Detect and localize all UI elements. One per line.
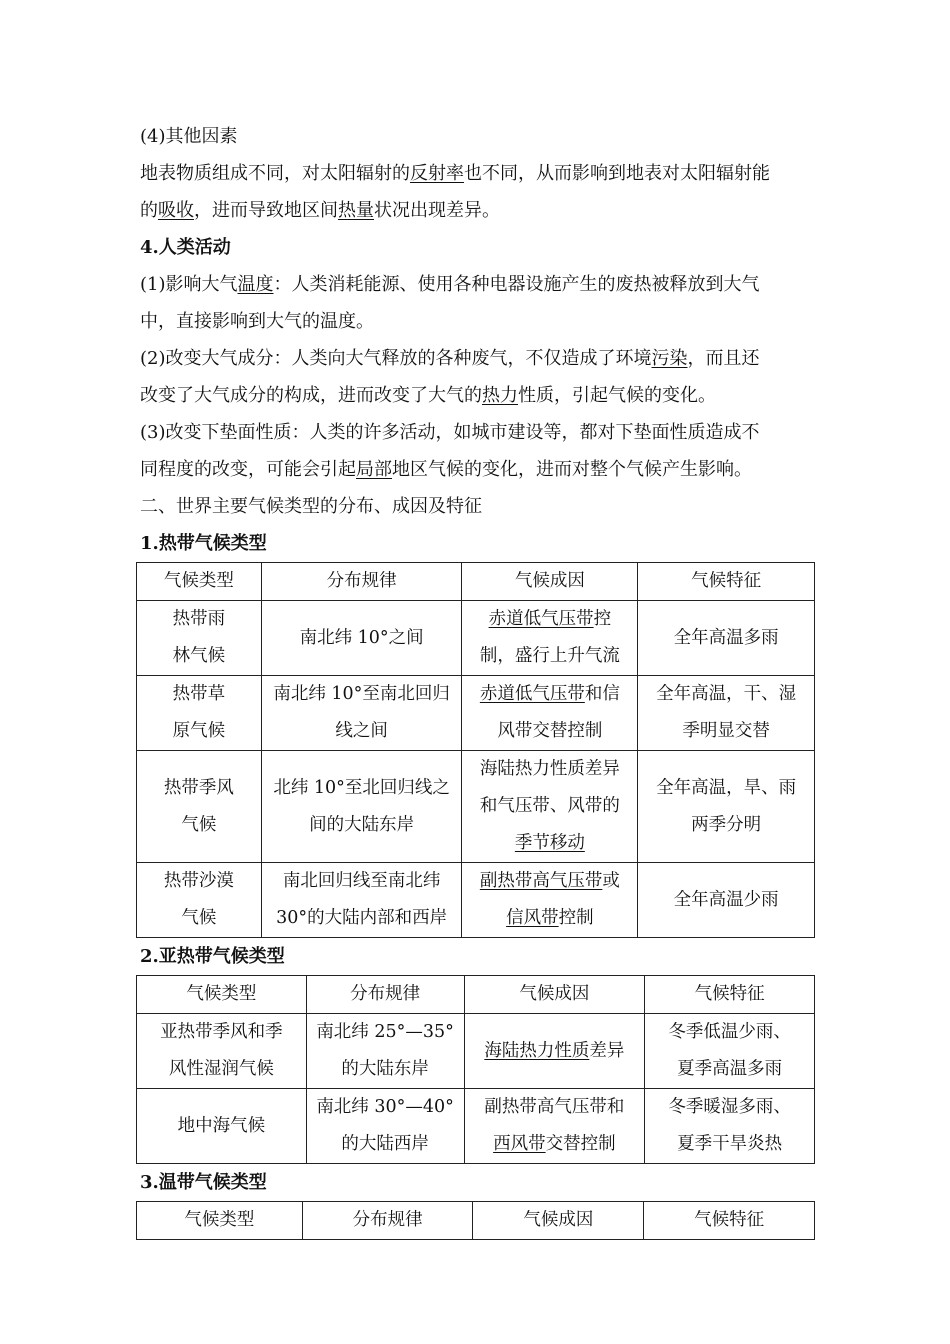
underlined-term: 温度 [237,274,274,295]
heading-subtropical [140,938,812,975]
cell-cause: 赤道低气压带和信 风带交替控制 [462,676,638,751]
text: 地区气候的变化，进而对整个气候产生影响。 [392,459,752,480]
cell-type: 热带雨 林气候 [137,601,262,676]
header-cell: 气候类型 [137,976,307,1014]
cell-feature: 全年高温，旱、雨 两季分明 [638,751,815,863]
text: (3)改变下垫面性质：人类的许多活动，如城市建设等，都对下垫面性质造成不 [140,422,760,443]
heading-temperate [140,1164,812,1201]
cell-dist: 南北纬 10°至南北回归 线之间 [261,676,462,751]
table-row [137,1089,815,1164]
cell-type: 热带草 原气候 [137,676,262,751]
paragraph-temperature [140,266,812,340]
cell-feature: 全年高温，干、湿 季明显交替 [638,676,815,751]
underlined-term: 局部 [356,459,392,480]
header-cell: 气候特征 [638,563,815,601]
table-row [137,751,815,863]
header-cell: 气候成因 [473,1202,644,1240]
header-cell: 气候类型 [137,1202,303,1240]
text: ，而且还 [687,348,760,369]
header-cell: 气候特征 [644,1202,815,1240]
header-cell: 气候类型 [137,563,262,601]
cell-dist: 南北纬 25°—35° 的大陆东岸 [306,1014,464,1089]
text: 同程度的改变，可能会引起 [140,459,356,480]
cell-cause: 副热带高气压带或 信风带控制 [462,863,638,938]
subtropical-climate-table [136,975,815,1164]
header-cell: 气候成因 [462,563,638,601]
text: 中，直接影响到大气的温度。 [140,311,374,332]
document-page [140,118,812,1240]
cell-feature: 冬季暖湿多雨、 夏季干旱炎热 [645,1089,815,1164]
text: (4)其他因素 [140,126,238,147]
text: 也不同，从而影响到地表对太阳辐射能 [464,163,770,184]
text: 3.温带气候类型 [140,1172,267,1193]
header-cell: 分布规律 [306,976,464,1014]
cell-cause: 海陆热力性质差异 [464,1014,645,1089]
table-row [137,863,815,938]
text: 状况出现差异。 [374,200,500,221]
text: 改变了大气成分的构成，进而改变了大气的 [140,385,482,406]
header-cell: 气候特征 [645,976,815,1014]
temperate-climate-table [136,1201,815,1240]
cell-dist: 南北回归线至南北纬 30°的大陆内部和西岸 [261,863,462,938]
paragraph-composition [140,340,812,414]
cell-dist: 南北纬 30°—40° 的大陆西岸 [306,1089,464,1164]
underlined-term: 热力 [482,385,518,406]
cell-feature: 全年高温多雨 [638,601,815,676]
text: 性质，引起气候的变化。 [518,385,716,406]
table-row [137,676,815,751]
table-row [137,1014,815,1089]
cell-type: 热带沙漠 气候 [137,863,262,938]
cell-dist: 南北纬 10°之间 [261,601,462,676]
text: 的 [140,200,158,221]
table-header-row [137,1202,815,1240]
heading-other-factors [140,118,812,155]
tropical-climate-table [136,562,815,938]
underlined-term: 吸收 [158,200,194,221]
cell-type: 亚热带季风和季 风性湿润气候 [137,1014,307,1089]
text: 地表物质组成不同，对太阳辐射的 [140,163,410,184]
cell-feature: 全年高温少雨 [638,863,815,938]
underlined-term: 热量 [338,200,374,221]
text: 1.热带气候类型 [140,533,267,554]
text: ，进而导致地区间 [194,200,338,221]
text: 2.亚热带气候类型 [140,946,285,967]
cell-type: 热带季风 气候 [137,751,262,863]
table-row [137,601,815,676]
text: 二、世界主要气候类型的分布、成因及特征 [140,496,482,517]
cell-type: 地中海气候 [137,1089,307,1164]
text: ：人类消耗能源、使用各种电器设施产生的废热被释放到大气 [273,274,760,295]
header-cell: 分布规律 [261,563,462,601]
text: 4.人类活动 [140,237,231,258]
table-header-row [137,976,815,1014]
cell-cause: 副热带高气压带和 西风带交替控制 [464,1089,645,1164]
text: (2)改变大气成分：人类向大气释放的各种废气，不仅造成了环境 [140,348,652,369]
heading-human-activity [140,229,812,266]
table-header-row [137,563,815,601]
heading-tropical [140,525,812,562]
header-cell: 分布规律 [302,1202,473,1240]
section-heading-climate-types [140,488,812,525]
underlined-term: 反射率 [410,163,464,184]
header-cell: 气候成因 [464,976,645,1014]
paragraph-underlying-surface [140,414,812,488]
text: (1)影响大气 [140,274,238,295]
cell-cause: 海陆热力性质差异 和气压带、风带的 季节移动 [462,751,638,863]
cell-dist: 北纬 10°至北回归线之 间的大陆东岸 [261,751,462,863]
cell-cause: 赤道低气压带控 制，盛行上升气流 [462,601,638,676]
underlined-term: 污染 [651,348,688,369]
cell-feature: 冬季低温少雨、 夏季高温多雨 [645,1014,815,1089]
paragraph-surface [140,155,812,229]
